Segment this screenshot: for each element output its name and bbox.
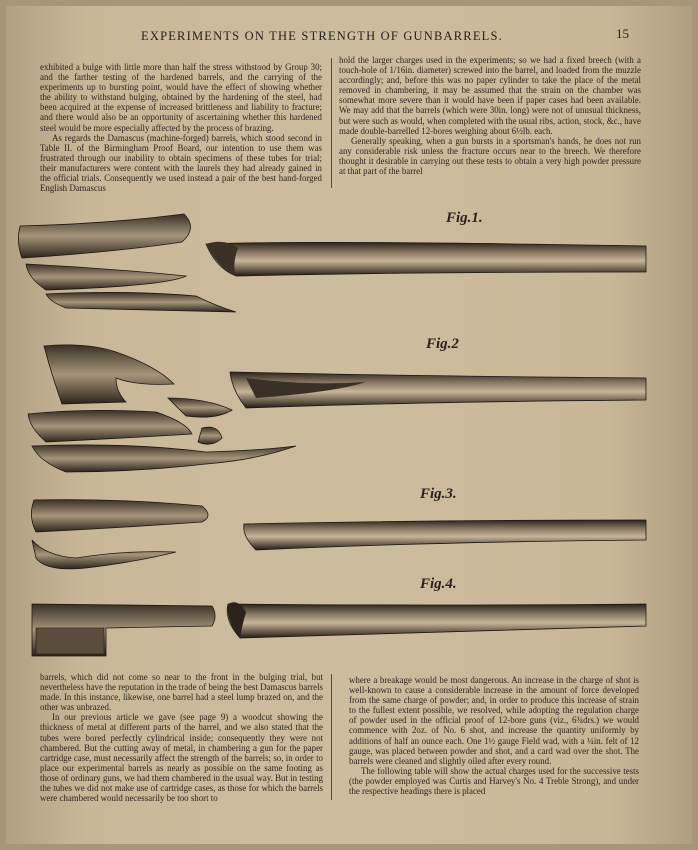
fig1-label: Fig.1. xyxy=(446,210,483,226)
paragraph: hold the larger charges used in the experiments; so we had a fixed breech (with a touch-hole of 1/16in. diameter) screwed into the barrel, and loaded from the muzzle accordingly; and, before this was no paper cylinder to take the place of the metal removed in chambering, it may be assumed that the strain on the chamber was somewhat more severe than it would have been if paper cases had been available. We may add that the barrels (which were 30in. long) were not of unusual thickness, but were such as would, when completed with the usual ribs, action, stock, &c., have made double-barrelled 12-bores weighing about 6½lb. each. xyxy=(339,55,641,136)
paragraph: barrels, which did not come so near to the front in the bulging trial, but nevertheless have the reputation in the trade of being the best Damascus barrels made. In this instance, likewise, one barrel had a steel lump brazed on, and the other was unbrazed. xyxy=(40,672,323,713)
fig4-drawing xyxy=(32,602,646,656)
paragraph: where a breakage would be most dangerous. An increase in the charge of shot is well-known to cause a considerable increase in the amount of force developed from the same charge of powder; and, in order to produce this increase of strain to the fullest extent possible, we resolved, while adopting the regulation charge of powder used in the official proof of 12-bore guns (viz., 6¾drs.) we would commence with 2oz. of No. 6 shot, and increase the quantity uniformly by additions of half an ounce each. One 1½ gauge Field wad, with a ¼in. felt of 12 gauge, was placed between powder and shot, and a card wad over the shot. The barrels were cleaned and slightly oiled after every round. xyxy=(349,675,639,766)
book-page xyxy=(6,6,692,844)
paragraph: As regards the Damascus (machine-forged) barrels, which stood second in Table II. of the Birmingham Proof Board, our intention to use them was frustrated through our inability to obtain specimens of these tubes for trial; their manufacturers were content with the laurels they had already gained in the official trials. Consequently we used instead a pair of the best hand-forged English Damascus xyxy=(40,132,322,194)
fig3-label: Fig.3. xyxy=(420,486,457,502)
page-number: 15 xyxy=(616,26,629,41)
text-column-bottom-right xyxy=(349,675,639,796)
fig2-label: Fig.2 xyxy=(426,336,459,352)
paragraph: exhibited a bulge with little more than half the stress withstood by Group 30; and the farther testing of the hardened barrels, and the carrying of the experiments up to bursting point, would have the effect of showing whether the ability to withstand bulging, obtained by the hardening of the steel, had been acquired at the expense of increased brittleness and liability to fracture; and there would also be an opportunity of ascertaining whether this hardened steel would be more especially affected by the process of brazing. xyxy=(40,62,322,133)
paragraph: In our previous article we gave (see page 9) a woodcut showing the thickness of metal at different parts of the barrel, and we also stated that the tubes were bored perfectly cylindrical inside; consequently they were not chambered. But the cutting away of metal, in chambering a gun for the paper cartridge case, must necessarily affect the strength of the barrels; so, in order to place our experimental barrels as nearly as possible on the same footing as those of ordinary guns, we had them chambered in the usual way. But in testing the tubes we did not make use of cartridge cases, as those for which the barrels were chambered would necessarily be too short to xyxy=(40,712,323,804)
paragraph: The following table will show the actual charges used for the successive tests (the powder employed was Curtis and Harvey's No. 4 Treble Strong), and under the respective headings there is placed xyxy=(349,765,639,797)
fig4-label: Fig.4. xyxy=(420,576,457,592)
text-column-bottom-left xyxy=(40,672,323,803)
fig3-drawing xyxy=(31,500,646,569)
fig1-drawing xyxy=(18,214,646,312)
running-title: EXPERIMENTS ON THE STRENGTH OF GUNBARRELS. xyxy=(141,29,503,43)
fig2-drawing xyxy=(28,345,646,472)
paragraph: Generally speaking, when a gun bursts in a sportsman's hands, he does not run any considerable risk unless the fracture occurs near to the breech. We therefore thought it desirable in carrying out these tests to obtain a very high powder pressure at that part of the barrel xyxy=(339,135,641,177)
